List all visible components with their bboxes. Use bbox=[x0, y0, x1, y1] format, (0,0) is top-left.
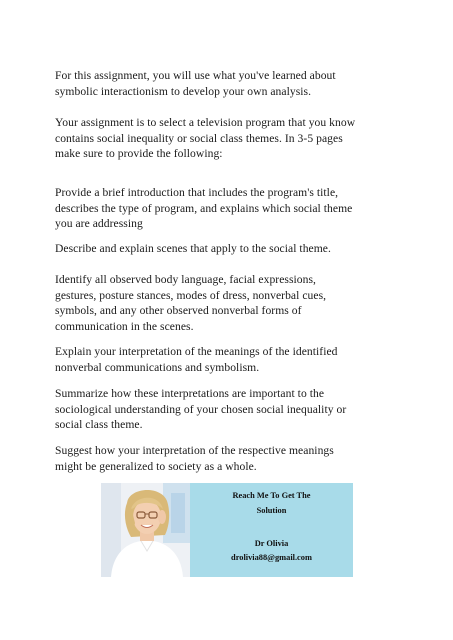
contact-heading-line2: Solution bbox=[256, 506, 287, 515]
contact-email-link[interactable]: drolivia88@gmail.com bbox=[231, 553, 312, 562]
paragraph-identify-nonverbal: Identify all observed body language, facial expressions, gestures, posture stances, modes of dress, nonverbal cues, symbols, and any other observed nonverbal forms of communication in the scenes. bbox=[55, 273, 327, 333]
contact-name: Dr Olivia bbox=[254, 539, 289, 548]
contact-box[interactable] bbox=[190, 483, 353, 577]
contact-heading-line1: Reach Me To Get The bbox=[232, 491, 311, 500]
paragraph-assignment: Your assignment is to select a television program that you know contains social inequality or social class themes. In 3-5 pages make sure to provide the following: bbox=[55, 116, 356, 160]
paragraph-describe-scenes: Describe and explain scenes that apply to the social theme. bbox=[55, 242, 331, 255]
contact-advert[interactable] bbox=[101, 483, 353, 577]
paragraph-suggest: Suggest how your interpretation of the respective meanings might be generalized to society as a whole. bbox=[55, 444, 334, 473]
paragraph-intro: For this assignment, you will use what you've learned about symbolic interactionism to develop your own analysis. bbox=[55, 69, 336, 98]
paragraph-summarize: Summarize how these interpretations are important to the sociological understanding of your chosen social inequality or social class theme. bbox=[55, 387, 347, 431]
paragraph-introduction-task: Provide a brief introduction that includes the program's title, describes the type of program, and explains which social theme you are addressing bbox=[55, 186, 353, 230]
paragraph-explain-interpretation: Explain your interpretation of the meanings of the identified nonverbal communications and symbolism. bbox=[55, 345, 338, 374]
woman-photo bbox=[101, 483, 190, 577]
